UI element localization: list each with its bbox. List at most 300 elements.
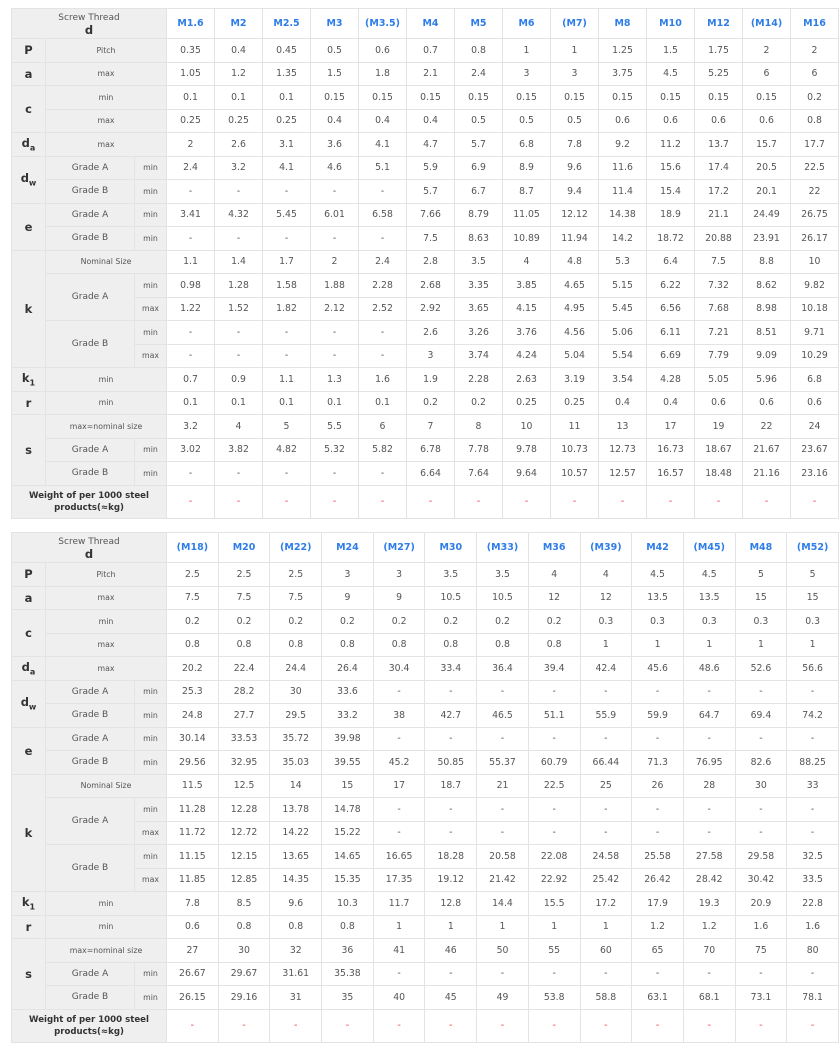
value-cell: 24.58 bbox=[580, 845, 632, 869]
value-cell: 6.01 bbox=[311, 203, 359, 227]
limit-label: max bbox=[135, 344, 167, 368]
weight-value: - bbox=[695, 485, 743, 518]
weight-value: - bbox=[743, 485, 791, 518]
symbol-cell bbox=[12, 415, 46, 486]
value-cell: - bbox=[580, 798, 632, 822]
value-cell: - bbox=[477, 727, 529, 751]
value-cell: 0.25 bbox=[503, 391, 551, 415]
value-cell: 0.8 bbox=[218, 633, 270, 657]
limit-label: max bbox=[135, 821, 167, 845]
value-cell: 22.5 bbox=[528, 774, 580, 798]
value-cell: 1.6 bbox=[359, 368, 407, 392]
value-cell: 26.15 bbox=[167, 986, 219, 1010]
value-cell: 3.5 bbox=[425, 563, 477, 587]
param-label: min bbox=[46, 86, 167, 110]
value-cell: 0.8 bbox=[167, 633, 219, 657]
value-cell: 65 bbox=[632, 939, 684, 963]
value-cell: 0.15 bbox=[359, 86, 407, 110]
value-cell: 0.8 bbox=[270, 633, 322, 657]
weight-value: - bbox=[647, 485, 695, 518]
limit-label: min bbox=[135, 274, 167, 298]
value-cell: 21.1 bbox=[695, 203, 743, 227]
value-cell: 3.41 bbox=[167, 203, 215, 227]
value-cell: 30 bbox=[218, 939, 270, 963]
grade-label: Grade A bbox=[46, 438, 135, 462]
value-cell: 33.2 bbox=[322, 704, 374, 728]
symbol-cell bbox=[12, 39, 46, 63]
row-s-a-min bbox=[12, 438, 839, 462]
limit-label: min bbox=[135, 438, 167, 462]
weight-value: - bbox=[322, 1009, 374, 1042]
param-label: min bbox=[46, 368, 167, 392]
value-cell: - bbox=[425, 962, 477, 986]
row-a-max bbox=[12, 62, 839, 86]
value-cell: 12.5 bbox=[218, 774, 270, 798]
value-cell: - bbox=[580, 727, 632, 751]
value-cell: 12.8 bbox=[425, 892, 477, 916]
value-cell: 0.2 bbox=[528, 610, 580, 634]
value-cell: - bbox=[215, 227, 263, 251]
value-cell: 10.29 bbox=[791, 344, 839, 368]
value-cell: 74.2 bbox=[787, 704, 839, 728]
value-cell: 0.8 bbox=[270, 915, 322, 939]
value-cell: 0.8 bbox=[528, 633, 580, 657]
value-cell: - bbox=[477, 680, 529, 704]
value-cell: 17.7 bbox=[791, 133, 839, 157]
value-cell: 15.5 bbox=[528, 892, 580, 916]
value-cell: 1 bbox=[580, 633, 632, 657]
value-cell: 10.5 bbox=[477, 586, 529, 610]
value-cell: 1 bbox=[425, 915, 477, 939]
value-cell: 28 bbox=[683, 774, 735, 798]
value-cell: - bbox=[373, 821, 425, 845]
symbol-P: P bbox=[24, 567, 33, 582]
value-cell: - bbox=[683, 727, 735, 751]
row-P bbox=[12, 39, 839, 63]
header-row bbox=[12, 533, 839, 563]
value-cell: 40 bbox=[373, 986, 425, 1010]
value-cell: 0.8 bbox=[477, 633, 529, 657]
weight-value: - bbox=[580, 1009, 632, 1042]
value-cell: 17.2 bbox=[695, 180, 743, 204]
value-cell: 4.24 bbox=[503, 344, 551, 368]
limit-label: min bbox=[135, 462, 167, 486]
row-k-nom bbox=[12, 250, 839, 274]
value-cell: 1 bbox=[503, 39, 551, 63]
value-cell: 78.1 bbox=[787, 986, 839, 1010]
value-cell: 26.67 bbox=[167, 962, 219, 986]
value-cell: 5.45 bbox=[263, 203, 311, 227]
value-cell: 0.8 bbox=[425, 633, 477, 657]
limit-label: min bbox=[135, 680, 167, 704]
value-cell: 4.28 bbox=[647, 368, 695, 392]
value-cell: 15 bbox=[322, 774, 374, 798]
value-cell: 0.8 bbox=[322, 633, 374, 657]
value-cell: 8.7 bbox=[503, 180, 551, 204]
symbol-cell bbox=[12, 391, 46, 415]
value-cell: 0.8 bbox=[791, 109, 839, 133]
value-cell: 0.3 bbox=[735, 610, 787, 634]
value-cell: - bbox=[477, 798, 529, 822]
value-cell: - bbox=[787, 821, 839, 845]
value-cell: - bbox=[787, 962, 839, 986]
value-cell: - bbox=[359, 321, 407, 345]
value-cell: 26 bbox=[632, 774, 684, 798]
value-cell: 6.64 bbox=[407, 462, 455, 486]
value-cell: 11.7 bbox=[373, 892, 425, 916]
value-cell: 29.56 bbox=[167, 751, 219, 775]
value-cell: 3.02 bbox=[167, 438, 215, 462]
value-cell: 7.8 bbox=[167, 892, 219, 916]
value-cell: 1 bbox=[632, 633, 684, 657]
size-header: M8 bbox=[599, 9, 647, 39]
value-cell: 3.75 bbox=[599, 62, 647, 86]
size-header: M48 bbox=[735, 533, 787, 563]
value-cell: - bbox=[359, 344, 407, 368]
value-cell: 3.6 bbox=[311, 133, 359, 157]
value-cell: 68.1 bbox=[683, 986, 735, 1010]
row-k-b-min bbox=[12, 321, 839, 345]
value-cell: 0.15 bbox=[743, 86, 791, 110]
value-cell: 2.4 bbox=[359, 250, 407, 274]
value-cell: 10.3 bbox=[322, 892, 374, 916]
value-cell: 21.67 bbox=[743, 438, 791, 462]
value-cell: 7.79 bbox=[695, 344, 743, 368]
value-cell: 17.4 bbox=[695, 156, 743, 180]
value-cell: 2.5 bbox=[218, 563, 270, 587]
value-cell: 4.1 bbox=[359, 133, 407, 157]
value-cell: 0.1 bbox=[263, 391, 311, 415]
value-cell: 22.5 bbox=[791, 156, 839, 180]
param-label: max bbox=[46, 109, 167, 133]
value-cell: 18.28 bbox=[425, 845, 477, 869]
weight-value: - bbox=[503, 485, 551, 518]
weight-label: Weight of per 1000 steel products(≈kg) bbox=[12, 1009, 167, 1042]
limit-label: min bbox=[135, 180, 167, 204]
d-label: d bbox=[84, 22, 94, 37]
value-cell: 23.91 bbox=[743, 227, 791, 251]
value-cell: - bbox=[735, 680, 787, 704]
size-header: M3 bbox=[311, 9, 359, 39]
value-cell: - bbox=[425, 798, 477, 822]
header-row bbox=[12, 9, 839, 39]
value-cell: 0.6 bbox=[695, 109, 743, 133]
value-cell: 17 bbox=[647, 415, 695, 439]
size-header: M30 bbox=[425, 533, 477, 563]
value-cell: 0.2 bbox=[270, 610, 322, 634]
weight-value: - bbox=[359, 485, 407, 518]
weight-value: - bbox=[425, 1009, 477, 1042]
value-cell: 0.5 bbox=[503, 109, 551, 133]
value-cell: 35 bbox=[322, 986, 374, 1010]
value-cell: 9.6 bbox=[270, 892, 322, 916]
grade-label: Grade A bbox=[46, 962, 135, 986]
d-label: d bbox=[84, 546, 94, 561]
value-cell: 6.4 bbox=[647, 250, 695, 274]
value-cell: 23.67 bbox=[791, 438, 839, 462]
value-cell: 0.15 bbox=[311, 86, 359, 110]
value-cell: - bbox=[263, 321, 311, 345]
value-cell: 64.7 bbox=[683, 704, 735, 728]
value-cell: 32.5 bbox=[787, 845, 839, 869]
value-cell: 16.57 bbox=[647, 462, 695, 486]
value-cell: 5.05 bbox=[695, 368, 743, 392]
value-cell: 0.2 bbox=[167, 610, 219, 634]
symbol-cell bbox=[12, 62, 46, 86]
size-header: M1.6 bbox=[167, 9, 215, 39]
value-cell: 2.28 bbox=[455, 368, 503, 392]
value-cell: - bbox=[477, 962, 529, 986]
value-cell: - bbox=[215, 180, 263, 204]
value-cell: 9.6 bbox=[551, 156, 599, 180]
value-cell: 0.15 bbox=[695, 86, 743, 110]
value-cell: 1.2 bbox=[632, 915, 684, 939]
size-header: M6 bbox=[503, 9, 551, 39]
value-cell: 0.6 bbox=[359, 39, 407, 63]
symbol-r: r bbox=[25, 395, 32, 410]
value-cell: 12.15 bbox=[218, 845, 270, 869]
value-cell: 35.72 bbox=[270, 727, 322, 751]
value-cell: 0.5 bbox=[455, 109, 503, 133]
value-cell: 11.94 bbox=[551, 227, 599, 251]
row-da-max bbox=[12, 133, 839, 157]
symbol-c: c bbox=[25, 626, 32, 640]
size-header: (M14) bbox=[743, 9, 791, 39]
value-cell: - bbox=[787, 727, 839, 751]
value-cell: - bbox=[425, 727, 477, 751]
value-cell: 28.2 bbox=[218, 680, 270, 704]
row-dw-a-min bbox=[12, 680, 839, 704]
value-cell: 11.05 bbox=[503, 203, 551, 227]
value-cell: 29.58 bbox=[735, 845, 787, 869]
value-cell: 15.7 bbox=[743, 133, 791, 157]
value-cell: 39.4 bbox=[528, 657, 580, 681]
value-cell: 6.8 bbox=[503, 133, 551, 157]
value-cell: 39.55 bbox=[322, 751, 374, 775]
value-cell: 2 bbox=[743, 39, 791, 63]
param-label: Nominal Size bbox=[46, 250, 167, 274]
value-cell: 42.4 bbox=[580, 657, 632, 681]
screw-thread-header bbox=[12, 9, 167, 39]
value-cell: 23.16 bbox=[791, 462, 839, 486]
value-cell: 4.65 bbox=[551, 274, 599, 298]
value-cell: - bbox=[311, 227, 359, 251]
size-header: M2 bbox=[215, 9, 263, 39]
value-cell: 50.85 bbox=[425, 751, 477, 775]
value-cell: 0.3 bbox=[632, 610, 684, 634]
value-cell: 18.48 bbox=[695, 462, 743, 486]
value-cell: 0.15 bbox=[647, 86, 695, 110]
value-cell: 4.5 bbox=[632, 563, 684, 587]
value-cell: 22.8 bbox=[787, 892, 839, 916]
row-weight bbox=[12, 485, 839, 518]
value-cell: 17.2 bbox=[580, 892, 632, 916]
value-cell: 75 bbox=[735, 939, 787, 963]
value-cell: 1.1 bbox=[263, 368, 311, 392]
symbol-k1: $k_1$ bbox=[21, 371, 36, 388]
value-cell: 1 bbox=[477, 915, 529, 939]
size-header: M20 bbox=[218, 533, 270, 563]
value-cell: 24.8 bbox=[167, 704, 219, 728]
value-cell: 10.57 bbox=[551, 462, 599, 486]
value-cell: - bbox=[580, 821, 632, 845]
value-cell: 9.82 bbox=[791, 274, 839, 298]
value-cell: 26.17 bbox=[791, 227, 839, 251]
param-label: max bbox=[46, 586, 167, 610]
value-cell: 0.2 bbox=[373, 610, 425, 634]
value-cell: 5.45 bbox=[599, 297, 647, 321]
value-cell: 10.73 bbox=[551, 438, 599, 462]
value-cell: - bbox=[215, 344, 263, 368]
size-header: M16 bbox=[791, 9, 839, 39]
value-cell: 5.15 bbox=[599, 274, 647, 298]
weight-value: - bbox=[477, 1009, 529, 1042]
value-cell: 1.2 bbox=[215, 62, 263, 86]
value-cell: 1.28 bbox=[215, 274, 263, 298]
value-cell: 0.6 bbox=[647, 109, 695, 133]
value-cell: 3 bbox=[551, 62, 599, 86]
symbol-cell bbox=[12, 915, 46, 939]
row-c-min bbox=[12, 610, 839, 634]
value-cell: 3.74 bbox=[455, 344, 503, 368]
grade-label: Grade A bbox=[46, 203, 135, 227]
value-cell: 0.1 bbox=[215, 86, 263, 110]
value-cell: 71.3 bbox=[632, 751, 684, 775]
value-cell: 30 bbox=[735, 774, 787, 798]
symbol-k: k bbox=[24, 301, 33, 316]
value-cell: 1 bbox=[528, 915, 580, 939]
value-cell: - bbox=[425, 680, 477, 704]
symbol-cell bbox=[12, 586, 46, 610]
value-cell: 4.5 bbox=[647, 62, 695, 86]
row-k-a-max bbox=[12, 821, 839, 845]
weight-value: - bbox=[270, 1009, 322, 1042]
value-cell: 15.22 bbox=[322, 821, 374, 845]
param-label: Nominal Size bbox=[46, 774, 167, 798]
limit-label: max bbox=[135, 297, 167, 321]
row-c-max bbox=[12, 633, 839, 657]
value-cell: 22.4 bbox=[218, 657, 270, 681]
value-cell: 6.9 bbox=[455, 156, 503, 180]
value-cell: 11.5 bbox=[167, 774, 219, 798]
value-cell: 5.04 bbox=[551, 344, 599, 368]
value-cell: - bbox=[528, 962, 580, 986]
weight-value: - bbox=[551, 485, 599, 518]
value-cell: 4.15 bbox=[503, 297, 551, 321]
value-cell: 0.2 bbox=[407, 391, 455, 415]
param-label: max=nominal size bbox=[46, 415, 167, 439]
value-cell: 9.78 bbox=[503, 438, 551, 462]
value-cell: 22 bbox=[743, 415, 791, 439]
weight-value: - bbox=[215, 485, 263, 518]
value-cell: - bbox=[167, 180, 215, 204]
value-cell: 0.4 bbox=[311, 109, 359, 133]
value-cell: 38 bbox=[373, 704, 425, 728]
value-cell: 70 bbox=[683, 939, 735, 963]
value-cell: 1.22 bbox=[167, 297, 215, 321]
size-header: (M18) bbox=[167, 533, 219, 563]
value-cell: 11 bbox=[551, 415, 599, 439]
value-cell: 25.58 bbox=[632, 845, 684, 869]
value-cell: 32.95 bbox=[218, 751, 270, 775]
row-e-a-min bbox=[12, 203, 839, 227]
symbol-dw: $d_w$ bbox=[20, 695, 37, 712]
value-cell: 55.37 bbox=[477, 751, 529, 775]
value-cell: 1.52 bbox=[215, 297, 263, 321]
value-cell: - bbox=[528, 680, 580, 704]
value-cell: 0.3 bbox=[787, 610, 839, 634]
symbol-dw: $d_w$ bbox=[20, 171, 37, 188]
value-cell: - bbox=[632, 798, 684, 822]
weight-value: - bbox=[632, 1009, 684, 1042]
value-cell: - bbox=[311, 321, 359, 345]
limit-label: min bbox=[135, 156, 167, 180]
value-cell: - bbox=[735, 727, 787, 751]
weight-value: - bbox=[263, 485, 311, 518]
grade-label: Grade B bbox=[46, 845, 135, 892]
symbol-cell bbox=[12, 939, 46, 1010]
value-cell: 0.4 bbox=[359, 109, 407, 133]
value-cell: 14.65 bbox=[322, 845, 374, 869]
value-cell: 17.9 bbox=[632, 892, 684, 916]
row-e-a-min bbox=[12, 727, 839, 751]
value-cell: 4.32 bbox=[215, 203, 263, 227]
value-cell: 4.5 bbox=[683, 563, 735, 587]
value-cell: 5.7 bbox=[455, 133, 503, 157]
row-c-min bbox=[12, 86, 839, 110]
value-cell: 3.35 bbox=[455, 274, 503, 298]
value-cell: 0.3 bbox=[580, 610, 632, 634]
value-cell: 11.6 bbox=[599, 156, 647, 180]
value-cell: 66.44 bbox=[580, 751, 632, 775]
value-cell: 2.92 bbox=[407, 297, 455, 321]
value-cell: - bbox=[632, 821, 684, 845]
value-cell: 22 bbox=[791, 180, 839, 204]
value-cell: - bbox=[528, 821, 580, 845]
value-cell: 4 bbox=[503, 250, 551, 274]
value-cell: 19.12 bbox=[425, 868, 477, 892]
value-cell: 0.1 bbox=[359, 391, 407, 415]
row-e-b-min bbox=[12, 227, 839, 251]
value-cell: 3.85 bbox=[503, 274, 551, 298]
value-cell: 0.4 bbox=[647, 391, 695, 415]
symbol-a: a bbox=[24, 590, 33, 605]
value-cell: 0.4 bbox=[599, 391, 647, 415]
param-label: min bbox=[46, 391, 167, 415]
value-cell: 8.51 bbox=[743, 321, 791, 345]
row-k-b-max bbox=[12, 868, 839, 892]
value-cell: 15 bbox=[735, 586, 787, 610]
value-cell: 36 bbox=[322, 939, 374, 963]
value-cell: 7.5 bbox=[167, 586, 219, 610]
value-cell: 9.09 bbox=[743, 344, 791, 368]
row-weight bbox=[12, 1009, 839, 1042]
value-cell: 1.1 bbox=[167, 250, 215, 274]
value-cell: 6.56 bbox=[647, 297, 695, 321]
value-cell: 24.4 bbox=[270, 657, 322, 681]
value-cell: 1 bbox=[551, 39, 599, 63]
value-cell: 1.35 bbox=[263, 62, 311, 86]
param-label: min bbox=[46, 915, 167, 939]
value-cell: 9 bbox=[373, 586, 425, 610]
value-cell: 6 bbox=[791, 62, 839, 86]
symbol-a: a bbox=[24, 66, 33, 81]
size-header: (M22) bbox=[270, 533, 322, 563]
value-cell: 2.68 bbox=[407, 274, 455, 298]
size-header: (M7) bbox=[551, 9, 599, 39]
size-header: (M52) bbox=[787, 533, 839, 563]
value-cell: 10 bbox=[503, 415, 551, 439]
